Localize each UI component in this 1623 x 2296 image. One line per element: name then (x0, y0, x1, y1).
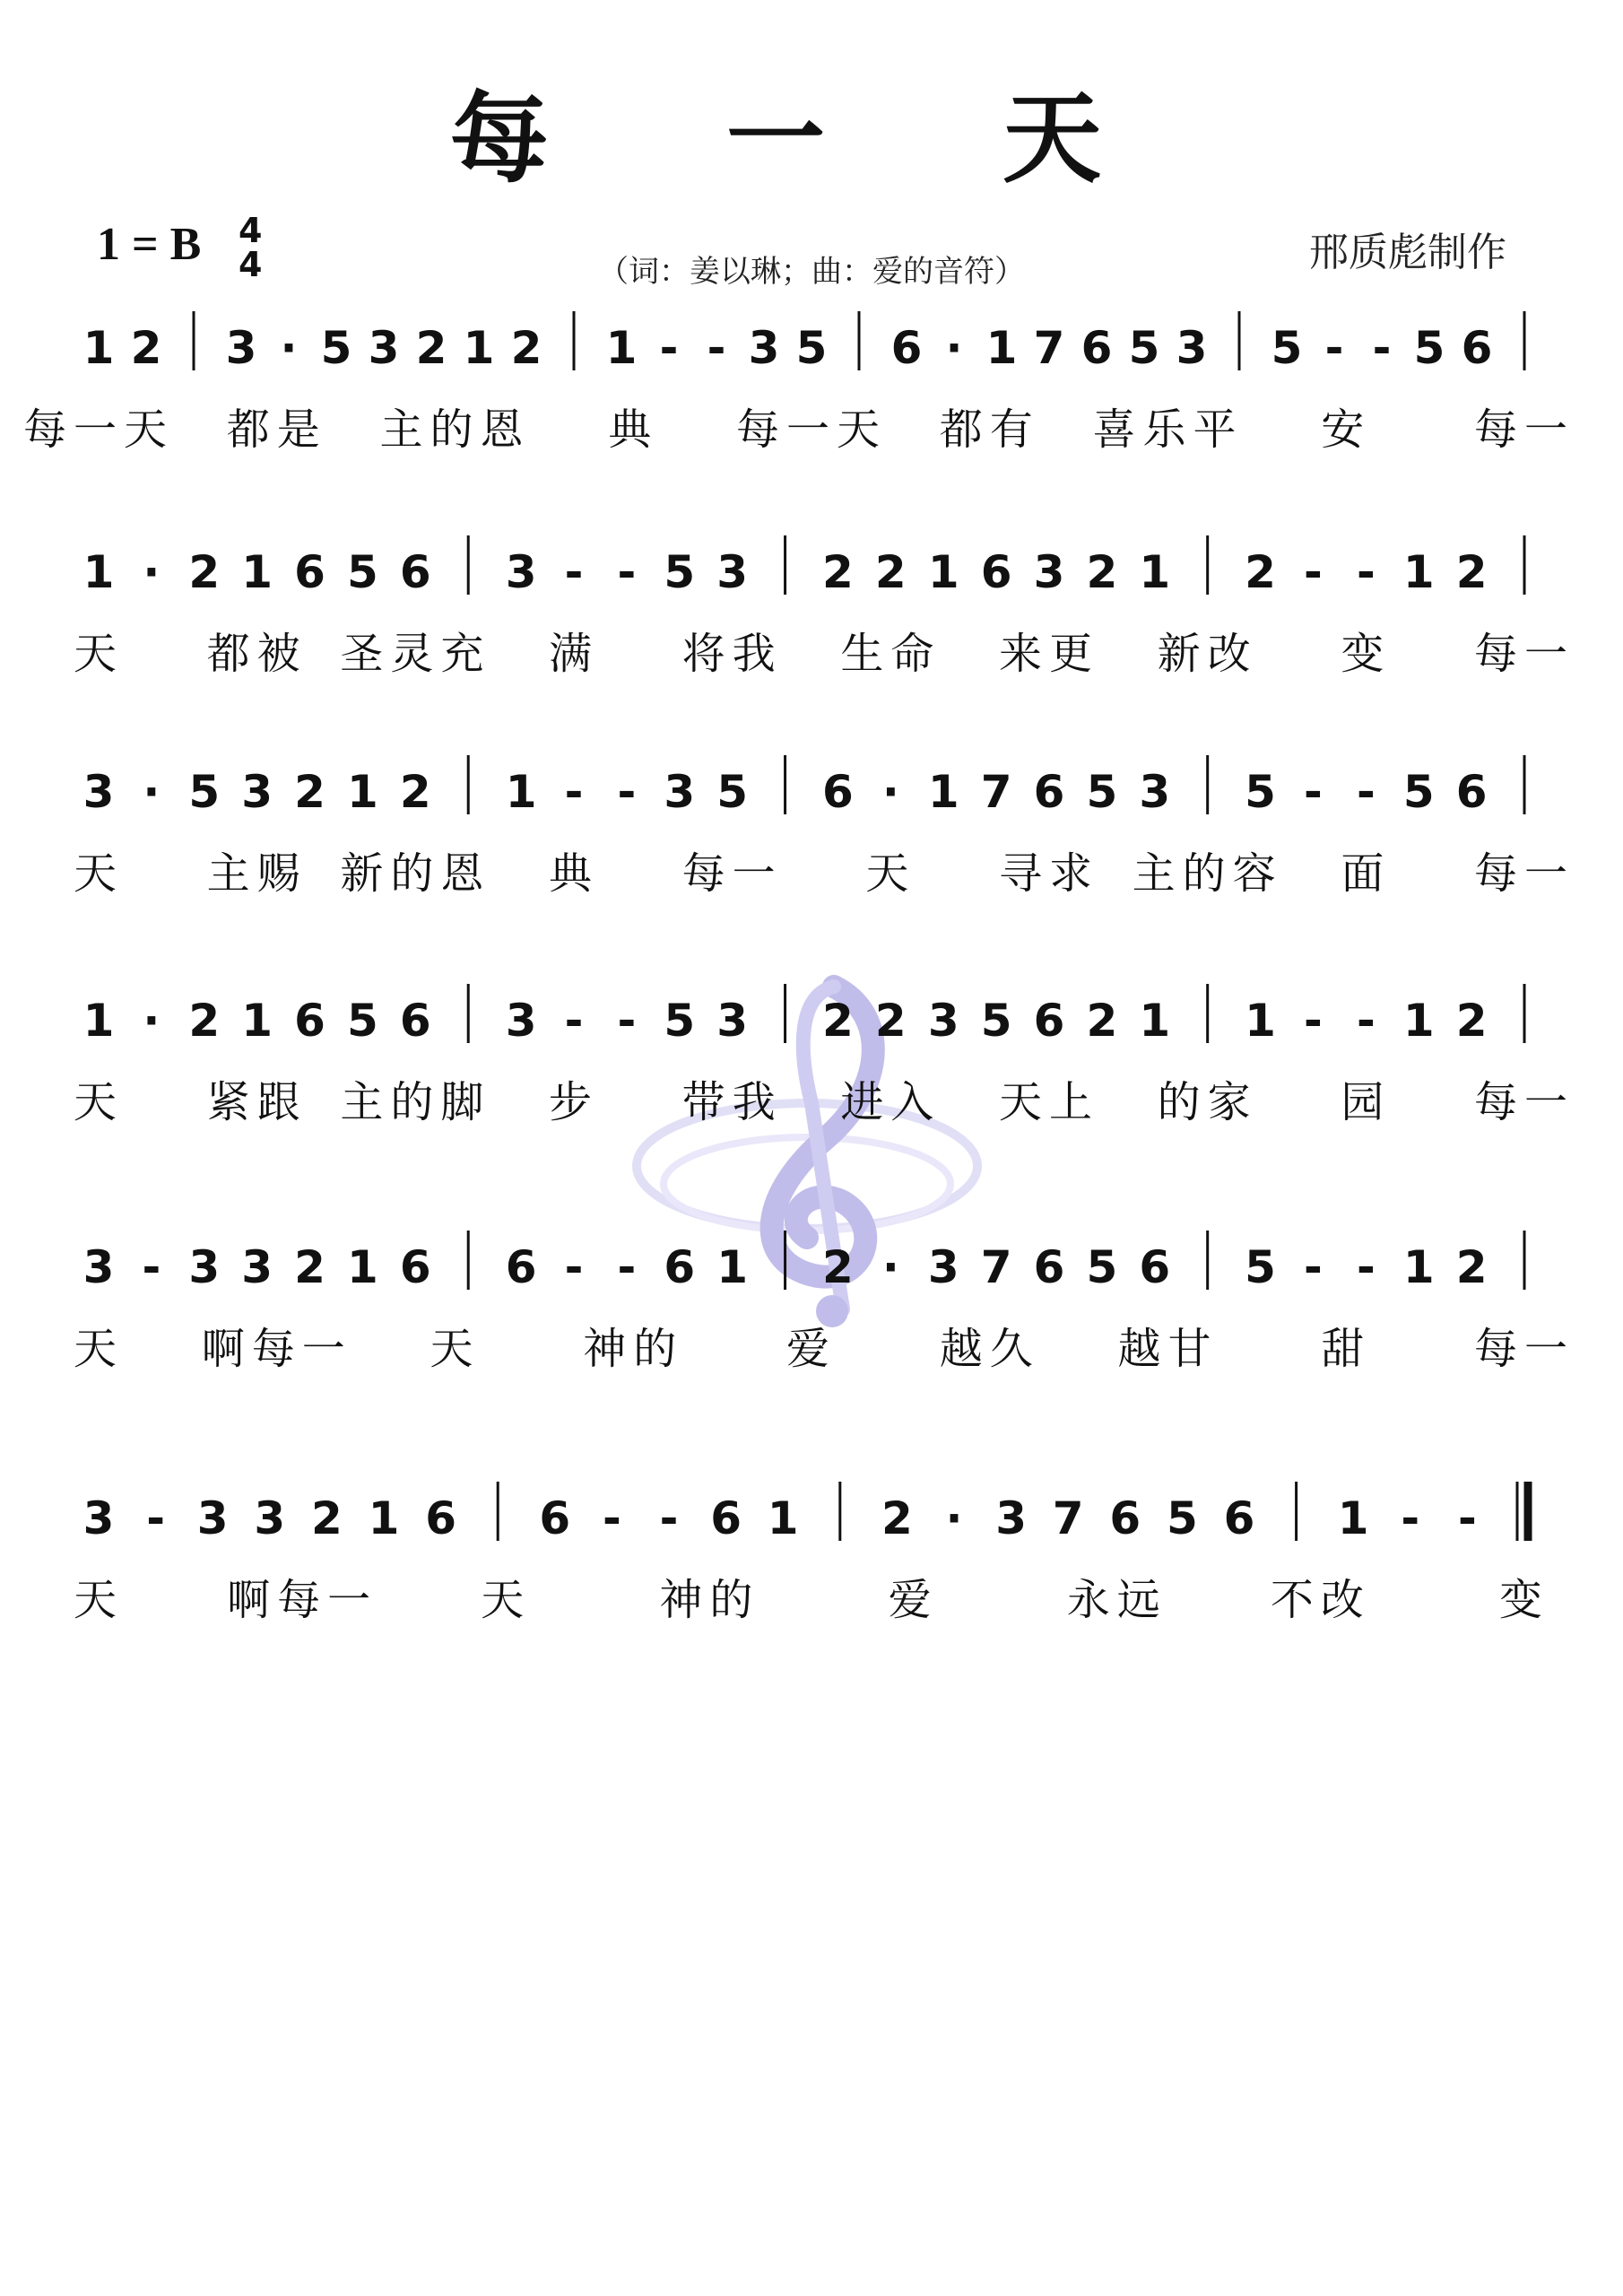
note: 5 (347, 995, 378, 1047)
note: 5 (716, 766, 749, 818)
lyric: 啊每一 (201, 1324, 352, 1374)
lyric: 都被 (206, 629, 308, 679)
note: 7 (1033, 322, 1065, 374)
lyric: 主赐 (206, 848, 308, 899)
note: 1 (1337, 1492, 1369, 1544)
note: · (143, 546, 161, 598)
note: 7 (1052, 1492, 1084, 1544)
lyric: 变 (1341, 629, 1392, 679)
credits-line: （词：姜以琳；曲：爱的音符） (598, 254, 1025, 290)
note: 5 (664, 546, 696, 598)
lyric: 爱 (785, 1324, 838, 1374)
note: 6 (1033, 1241, 1065, 1293)
note: 5 (1245, 1241, 1276, 1293)
note: - (1304, 1241, 1323, 1293)
note: 5 (1402, 766, 1435, 818)
note: 1 (1245, 995, 1276, 1047)
lyric: 典 (548, 848, 600, 899)
note: 2 (1455, 995, 1488, 1047)
note: - (707, 322, 726, 374)
note: 3 (82, 766, 115, 818)
note: 6 (1455, 766, 1488, 818)
note: 3 (995, 1492, 1027, 1544)
lyric: 神的 (659, 1575, 760, 1625)
note: 2 (294, 1241, 325, 1293)
lyric: 安 (1321, 404, 1372, 455)
note: 2 (311, 1492, 343, 1544)
note: · (945, 322, 963, 374)
note: 6 (399, 1241, 431, 1293)
lyric: 永远 (1066, 1575, 1167, 1625)
note: 2 (822, 1241, 854, 1293)
note: 6 (1109, 1492, 1141, 1544)
note: · (945, 1492, 963, 1544)
note: 1 (463, 322, 495, 374)
note: 1 (347, 1241, 378, 1293)
lyric: 每一 (1473, 848, 1575, 899)
note: 2 (188, 546, 221, 598)
note: 3 (241, 1241, 273, 1293)
lyric: 天 (73, 629, 125, 679)
song-title: 每 一 天 (449, 81, 1174, 196)
note: 6 (980, 546, 1012, 598)
note: 6 (505, 1241, 537, 1293)
lyric: 新改 (1157, 629, 1258, 679)
note: - (1356, 995, 1376, 1047)
lyric: 生命 (840, 629, 942, 679)
note: - (1458, 1492, 1477, 1544)
time-signature-bottom: 4 (239, 245, 263, 284)
note: 5 (1245, 766, 1276, 818)
note: 2 (822, 995, 854, 1047)
note: 1 (1139, 995, 1171, 1047)
note: 5 (1128, 322, 1160, 374)
lyric: 天 (481, 1575, 532, 1625)
lyric: 满 (548, 629, 600, 679)
note: - (142, 1241, 161, 1293)
note: - (146, 1492, 165, 1544)
note: 5 (795, 322, 828, 374)
note: 1 (1402, 995, 1435, 1047)
note: 1 (927, 546, 959, 598)
note: 6 (1033, 995, 1065, 1047)
note: - (1356, 1241, 1376, 1293)
lyric: 主的恩 (379, 404, 531, 455)
note: - (564, 995, 584, 1047)
lyric: 喜乐平 (1092, 404, 1244, 455)
note: 1 (505, 766, 537, 818)
lyric: 天 (73, 1324, 125, 1374)
note: 3 (716, 995, 749, 1047)
note: 1 (241, 995, 273, 1047)
note: 5 (664, 995, 696, 1047)
lyric: 天上 (998, 1077, 1100, 1127)
note: 2 (1086, 995, 1118, 1047)
note: 3 (82, 1241, 115, 1293)
time-signature-top: 4 (239, 211, 263, 250)
note: 3 (1139, 766, 1171, 818)
note: - (564, 1241, 584, 1293)
note: 3 (927, 995, 959, 1047)
lyric: 每一 (1473, 1077, 1575, 1127)
note: 1 (368, 1492, 400, 1544)
note: 6 (294, 995, 325, 1047)
note: 1 (241, 546, 273, 598)
note: - (1356, 546, 1376, 598)
note: - (564, 546, 584, 598)
note: 5 (188, 766, 221, 818)
lyric: 圣灵充 (340, 629, 491, 679)
note: 2 (1086, 546, 1118, 598)
lyric: 每一 (1473, 404, 1575, 455)
lyric: 主的容 (1132, 848, 1283, 899)
lyric: 带我 (681, 1077, 783, 1127)
note: 3 (368, 322, 400, 374)
note: 2 (874, 546, 907, 598)
lyric: 神的 (583, 1324, 684, 1374)
note: 1 (716, 1241, 749, 1293)
arranger-credit: 邢质彪制作 (1309, 230, 1506, 275)
note: 2 (1455, 1241, 1488, 1293)
lyric: 新的恩 (340, 848, 491, 899)
note: 3 (241, 766, 273, 818)
note: - (1356, 766, 1376, 818)
note: 5 (980, 995, 1012, 1047)
note: 6 (399, 546, 431, 598)
note: 2 (1245, 546, 1276, 598)
note: 5 (1271, 322, 1303, 374)
note: · (280, 322, 298, 374)
note: 1 (347, 766, 378, 818)
lyric: 将我 (681, 629, 783, 679)
lyric: 典 (608, 404, 659, 455)
note: 3 (505, 546, 537, 598)
note: - (564, 766, 584, 818)
note: - (1304, 995, 1323, 1047)
note: - (603, 1492, 621, 1544)
lyric: 天 (73, 848, 125, 899)
lyric: 越甘 (1117, 1324, 1219, 1374)
note: 7 (980, 766, 1012, 818)
lyric: 步 (548, 1077, 600, 1127)
note: 1 (82, 322, 115, 374)
note: 3 (82, 1492, 115, 1544)
lyric: 园 (1341, 1077, 1392, 1127)
note: 3 (664, 766, 696, 818)
note: 5 (1413, 322, 1445, 374)
lyric: 来更 (998, 629, 1100, 679)
note: 5 (1086, 1241, 1118, 1293)
note: - (1372, 322, 1392, 374)
lyric: 进入 (840, 1077, 942, 1127)
note: 1 (1402, 1241, 1435, 1293)
lyric: 天 (865, 848, 916, 899)
note: 5 (320, 322, 352, 374)
note: 3 (927, 1241, 959, 1293)
note: 6 (1139, 1241, 1171, 1293)
note: - (617, 1241, 637, 1293)
note: 3 (1176, 322, 1208, 374)
note: 6 (664, 1241, 696, 1293)
note: 1 (1402, 546, 1435, 598)
note: 3 (716, 546, 749, 598)
lyric: 每一 (681, 848, 783, 899)
note: 2 (415, 322, 447, 374)
lyric: 每一天 (22, 404, 175, 455)
note: 6 (710, 1492, 742, 1544)
note: 2 (130, 322, 162, 374)
note: 3 (225, 322, 257, 374)
note: 6 (294, 546, 325, 598)
note: 1 (767, 1492, 799, 1544)
note: 6 (399, 995, 431, 1047)
note: 3 (748, 322, 780, 374)
lyric: 甜 (1321, 1324, 1372, 1374)
note: 3 (1033, 546, 1065, 598)
lyric: 天 (73, 1077, 125, 1127)
note: 2 (822, 546, 854, 598)
lyric: 变 (1498, 1575, 1550, 1625)
lyric: 天 (73, 1575, 125, 1625)
note: 6 (1461, 322, 1493, 374)
lyric: 越久 (939, 1324, 1040, 1374)
note: 1 (605, 322, 638, 374)
note: - (659, 322, 679, 374)
note: 2 (510, 322, 542, 374)
lyric: 天 (430, 1324, 481, 1374)
note: 1 (927, 766, 959, 818)
key-signature: 1 = B (97, 219, 202, 270)
note: 2 (874, 995, 907, 1047)
note: - (1304, 766, 1323, 818)
note: 3 (188, 1241, 221, 1293)
note: 7 (980, 1241, 1012, 1293)
note: 3 (505, 995, 537, 1047)
note: · (143, 766, 161, 818)
note: 2 (294, 766, 325, 818)
note: · (881, 766, 899, 818)
note: - (1324, 322, 1344, 374)
lyric: 紧跟 (206, 1077, 308, 1127)
note: 3 (196, 1492, 229, 1544)
lyric: 每一 (1473, 629, 1575, 679)
note: 1 (82, 995, 115, 1047)
note: - (617, 546, 637, 598)
note: · (143, 995, 161, 1047)
lyric: 不改 (1270, 1575, 1371, 1625)
lyric: 的家 (1157, 1077, 1258, 1127)
note: - (1304, 546, 1323, 598)
lyric: 爱 (888, 1575, 939, 1625)
note: 6 (539, 1492, 571, 1544)
note: 2 (1455, 546, 1488, 598)
note: 6 (1081, 322, 1113, 374)
note: 1 (82, 546, 115, 598)
lyric: 都有 (939, 404, 1040, 455)
note: 2 (399, 766, 431, 818)
note: 1 (1139, 546, 1171, 598)
lyric: 啊每一 (227, 1575, 378, 1625)
note: 3 (254, 1492, 286, 1544)
note: - (617, 995, 637, 1047)
note: 5 (1086, 766, 1118, 818)
note: 6 (822, 766, 854, 818)
note: 1 (985, 322, 1018, 374)
note: - (659, 1492, 679, 1544)
note: - (617, 766, 637, 818)
note: 6 (1033, 766, 1065, 818)
note: 6 (890, 322, 923, 374)
note: 6 (1223, 1492, 1255, 1544)
note: 5 (1167, 1492, 1198, 1544)
lyric: 主的脚 (340, 1077, 491, 1127)
note: 6 (425, 1492, 456, 1544)
lyric: 每一天 (735, 404, 888, 455)
lyric: 每一 (1473, 1324, 1575, 1374)
note: · (881, 1241, 899, 1293)
note: 2 (188, 995, 221, 1047)
lyric: 寻求 (998, 848, 1100, 899)
note: 5 (347, 546, 378, 598)
lyric: 面 (1341, 848, 1392, 899)
lyric: 都是 (226, 404, 327, 455)
note: - (1401, 1492, 1420, 1544)
note: 2 (881, 1492, 913, 1544)
